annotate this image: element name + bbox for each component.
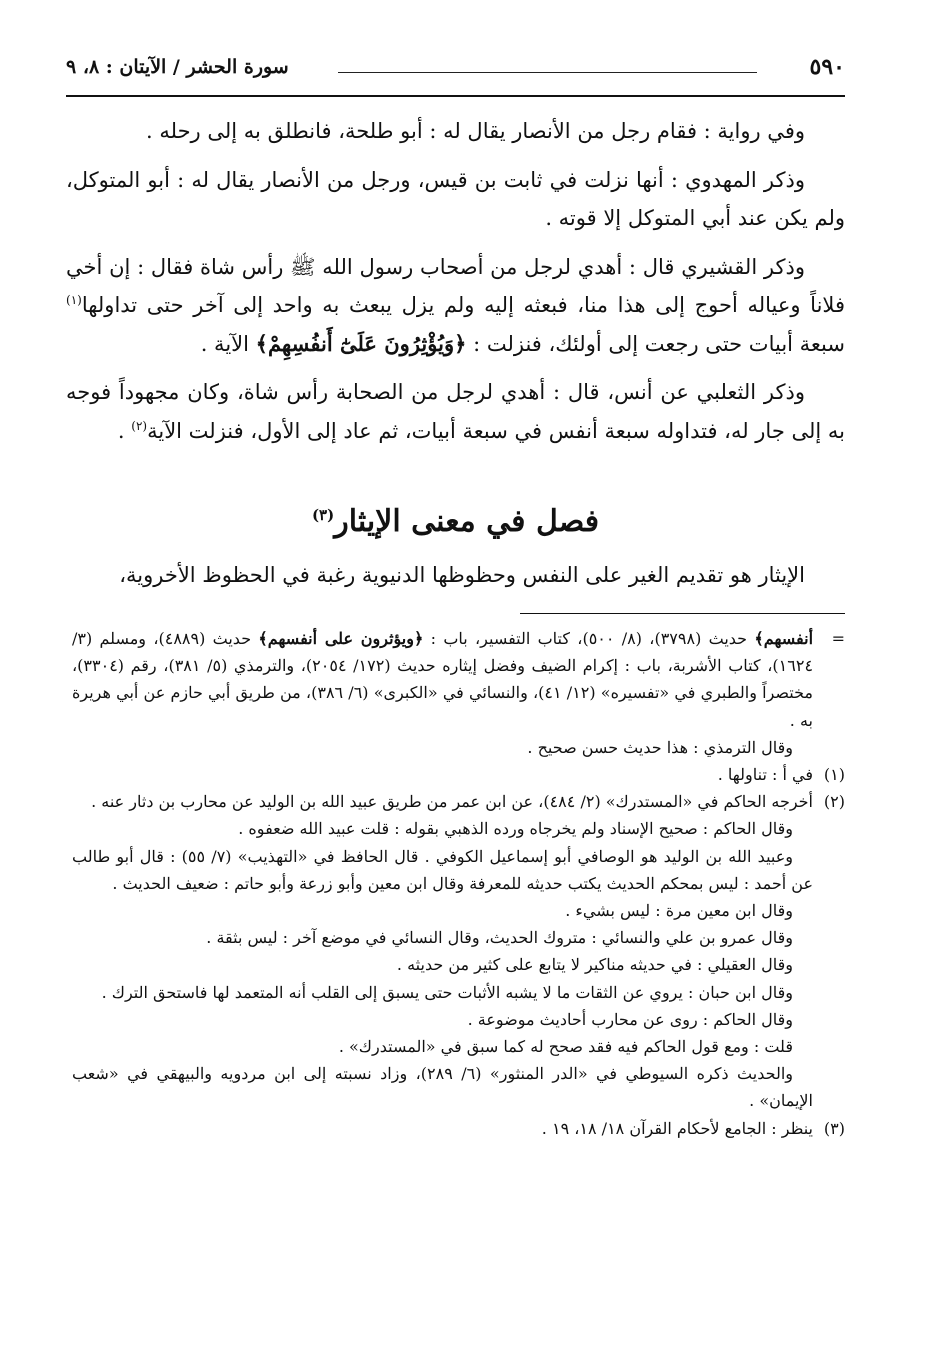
quran-verse: ﴿وَيُؤْثِرُونَ عَلَىٰٓ أَنفُسِهِمْ﴾ (255, 330, 467, 356)
paragraph-1: وفي رواية : فقام رجل من الأنصار يقال له : أبو طلحة، فانطلق به إلى رحله . (146, 119, 805, 143)
footnote-line: وقال الحاكم : صحيح الإسناد ولم يخرجاه ورده الذهبي بقوله : قلت عبيد الله ضعفوه . (238, 819, 793, 839)
fn-bold-quote-2: ﴿ويؤثرون على أنفسهم﴾ (258, 629, 424, 648)
running-title: سورة الحشر / الآيتان : ٨، ٩ (66, 56, 289, 78)
section-title: فصل في معنى الإيثار (334, 504, 600, 539)
footnote-line: وقال عمرو بن علي والنسائي : متروك الحديث، وقال النسائي في موضع آخر : ليس بثقة . (206, 928, 793, 948)
paragraph-2: وذكر المهدوي : أنها نزلت في ثابت بن قيس، ورجل من الأنصار يقال له : أبو المتوكل، ولم يكن عند أبي المتوكل إلا قوته . (66, 167, 845, 230)
footnote-line: وقال ابن حبان : يروي عن الثقات ما لا يشبه الأثبات حتى يسبق إلى القلب أنه المتعمد لها فاستحق الترك . (101, 982, 793, 1002)
page-number: ٥٩٠ (809, 54, 845, 80)
page-header (66, 50, 845, 94)
footnote-ref-3: (٣) (311, 506, 335, 524)
fn-cont-text-1: حديث (٣٧٩٨)، (٨/ ٥٠٠)، كتاب التفسير، باب : (423, 629, 755, 648)
fn-bold-quote-1: أنفسهم﴾ (754, 629, 814, 648)
section-heading (66, 504, 845, 539)
section-text: الإيثار هو تقديم الغير على النفس وحظوظها الدنيوية رغبة في الحظوظ الأخروية، (119, 563, 805, 587)
continuation-marker: = (831, 629, 845, 648)
footnote-continuation (72, 625, 845, 734)
footnote-line: قلت : ومع قول الحاكم فيه فقد صحح له كما سبق في «المستدرك» . (338, 1037, 793, 1057)
header-rule (66, 95, 845, 97)
footnotes (72, 625, 845, 1142)
footnote-line: وقال ابن معين مرة : ليس بشيء . (565, 901, 793, 921)
paragraph-4-text-b: . (117, 418, 132, 443)
header-dash (338, 72, 757, 73)
footnote-line: وقال العقيلي : في حديثه مناكير لا يتابع على كثير من حديثه . (396, 955, 793, 975)
footnote-1-text: في أ : تناولها . (717, 765, 813, 785)
footnote-ref-2: (٢) (131, 418, 148, 433)
main-text (66, 112, 845, 460)
footnote-2-marker: (٢) (823, 792, 845, 812)
paragraph-3-text-b: سبعة أبيات حتى رجعت إلى أولئك، فنزلت : (466, 331, 845, 356)
footnote-3-marker: (٣) (823, 1118, 845, 1138)
fn-cont-text-2: حديث (٤٨٨٩)، ومسلم (٣/ ١٦٢٤)، كتاب الأشربة، باب : إكرام الضيف وفضل إيثاره حديث (١٧٢/ ٢٠٥٤)، والترمذي (٥/ ٣٨١)، رقم (٣٣٠٤)، مختصراً والطبري في «تفسيره» (١٢/ ٤١)، والنسائي في «الكبرى» (٦/ ٣٨٦)، من طريق أبي حازم عن أبي هريرة به . (72, 629, 814, 730)
footnote-1 (72, 761, 845, 788)
footnote-2-text: أخرجه الحاكم في «المستدرك» (٢/ ٤٨٤)، عن ابن عمر من طريق عبيد الله بن الوليد عن محارب بن دثار عنه . (91, 792, 813, 812)
footnote-1-marker: (١) (823, 765, 845, 785)
footnote-2 (72, 788, 845, 815)
footnote-3 (72, 1115, 845, 1142)
footnote-line: وعبيد الله بن الوليد هو الوصافي أبو إسماعيل الكوفي . قال الحافظ في «التهذيب» (٧/ ٥٥) : قال أبو طالب عن أحمد : ليس بمحكم الحديث يكتب حديثه للمعرفة وقال ابن معين وأبو زرعة وأبو حاتم : ضعيف الحديث . (72, 846, 813, 893)
footnote-line: وقال الحاكم : روى عن محارب أحاديث موضوعة . (467, 1009, 793, 1029)
paragraph-3 (66, 248, 845, 364)
paragraph-3-text-a: وذكر القشيري قال : أهدي لرجل من أصحاب رسول الله ﷺ رأس شاة فقال : إن أخي فلاناً وعياله أحوج إلى هذا منا، فبعثه إليه ولم يزل يبعث به واحد إلى آخر حتى تداولها (66, 254, 845, 317)
footnote-rule (520, 613, 845, 614)
footnote-line: والحديث ذكره السيوطي في «الدر المنثور» (٦/ ٢٨٩)، وزاد نسبته إلى ابن مردويه والبيهقي في «شعب الإيمان» . (72, 1064, 813, 1111)
paragraph-4-text-a: وذكر الثعلبي عن أنس، قال : أهدي لرجل من الصحابة رأس شاة، وكان مجهوداً فوجه به إلى جار له، فتداوله سبعة أنفس في سبعة أبيات، ثم عاد إلى الأول، فنزلت الآية (66, 380, 845, 443)
paragraph-4 (66, 373, 845, 450)
footnote-ref-1: (١) (66, 293, 82, 307)
footnote-line: وقال الترمذي : هذا حديث حسن صحيح . (527, 737, 793, 757)
footnote-3-text: ينظر : الجامع لأحكام القرآن ١٨/ ١٨، ١٩ . (541, 1118, 813, 1138)
paragraph-3-text-c: الآية . (200, 331, 256, 356)
